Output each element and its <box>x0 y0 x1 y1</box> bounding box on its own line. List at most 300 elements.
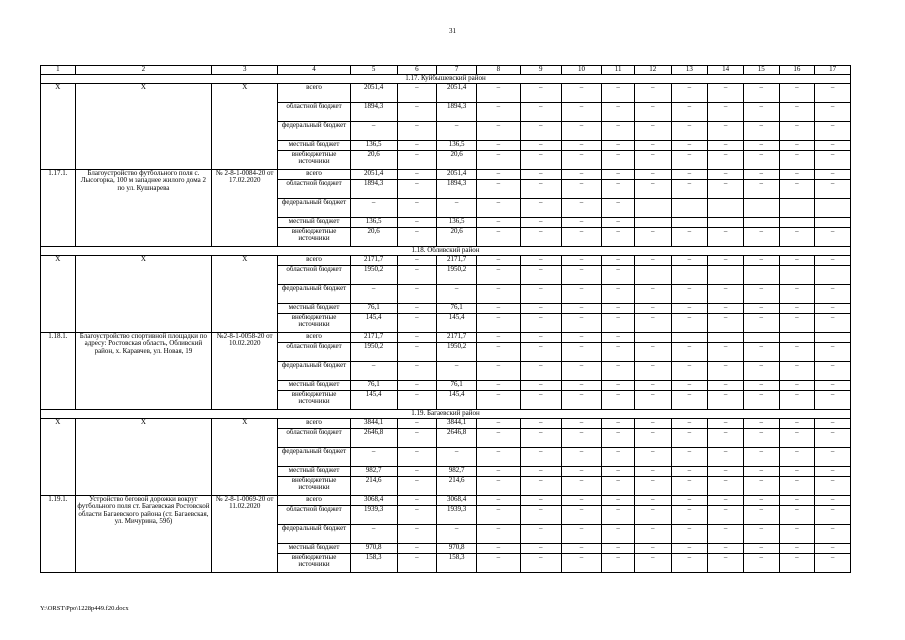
value-col-16: – <box>779 429 815 448</box>
section-title: 1.18. Обливский район <box>41 247 851 256</box>
value-col-7: 136,5 <box>437 218 477 228</box>
value-col-13: – <box>671 525 708 544</box>
value-col-17: – <box>815 506 851 525</box>
value-col-6: – <box>397 544 437 554</box>
value-col-5: 1894,3 <box>350 103 397 122</box>
value-col-5: – <box>350 122 397 141</box>
value-col-15: – <box>743 103 779 122</box>
value-col-10: – <box>561 151 602 170</box>
value-col-16: – <box>779 506 815 525</box>
value-col-12: – <box>634 362 671 381</box>
value-col-17: – <box>815 343 851 362</box>
value-col-14: – <box>708 228 744 247</box>
value-col-17: – <box>815 381 851 391</box>
value-col-13: – <box>671 496 708 506</box>
value-col-12: – <box>634 170 671 180</box>
value-col-16: – <box>779 343 815 362</box>
value-col-17: – <box>815 554 851 573</box>
column-number: 17 <box>815 66 851 75</box>
value-col-10: – <box>561 391 602 410</box>
value-col-10: – <box>561 544 602 554</box>
value-col-6: – <box>397 266 437 285</box>
value-col-10: – <box>561 554 602 573</box>
column-number: 1 <box>41 66 76 75</box>
value-col-6: – <box>397 122 437 141</box>
value-col-15: – <box>743 170 779 180</box>
budget-table <box>40 65 851 573</box>
value-col-12: – <box>634 554 671 573</box>
value-col-8: – <box>477 256 521 266</box>
value-col-13 <box>671 266 708 285</box>
value-col-14: – <box>708 141 744 151</box>
value-col-11: – <box>602 304 635 314</box>
value-col-6: – <box>397 285 437 304</box>
value-col-13: – <box>671 170 708 180</box>
value-col-8: – <box>477 84 521 103</box>
value-col-12: – <box>634 419 671 429</box>
value-col-10: – <box>561 141 602 151</box>
item-number: Х <box>41 84 76 170</box>
value-col-15: – <box>743 554 779 573</box>
value-col-9: – <box>520 84 561 103</box>
value-col-12 <box>634 333 671 343</box>
value-col-15: – <box>743 141 779 151</box>
value-col-11: – <box>602 218 635 228</box>
value-col-11: – <box>602 506 635 525</box>
value-col-16 <box>779 218 815 228</box>
table-row <box>41 84 851 103</box>
column-number: 10 <box>561 66 602 75</box>
value-col-11: – <box>602 170 635 180</box>
funding-source-label: местный бюджет <box>278 381 350 391</box>
value-col-13: – <box>671 122 708 141</box>
column-number: 14 <box>708 66 744 75</box>
column-number: 4 <box>278 66 350 75</box>
funding-source-label: федеральный бюджет <box>278 122 350 141</box>
value-col-13: – <box>671 151 708 170</box>
value-col-10: – <box>561 333 602 343</box>
value-col-10: – <box>561 103 602 122</box>
value-col-13: – <box>671 84 708 103</box>
value-col-17: – <box>815 496 851 506</box>
value-col-15: – <box>743 467 779 477</box>
item-description: Благоустройство спортивной площадки по адресу: Ростовская область, Обливский район, х. Каравчев, ул. Новая, 19 <box>75 333 212 410</box>
value-col-7: 20,6 <box>437 228 477 247</box>
item-description: Благоустройство футбольного поля с. Лысогорка, 100 м западнее жилого дома 2 по ул. Кушнарева <box>75 170 212 247</box>
funding-source-label: областной бюджет <box>278 429 350 448</box>
column-number: 12 <box>634 66 671 75</box>
value-col-9: – <box>520 170 561 180</box>
value-col-14: – <box>708 151 744 170</box>
value-col-13 <box>671 218 708 228</box>
item-agreement: №2-8-1-0058-20 от 10.02.2020 <box>212 333 278 410</box>
funding-source-label: всего <box>278 256 350 266</box>
value-col-7: 1894,3 <box>437 180 477 199</box>
value-col-6: – <box>397 314 437 333</box>
value-col-8: – <box>477 170 521 180</box>
value-col-7: 970,8 <box>437 544 477 554</box>
value-col-16: – <box>779 477 815 496</box>
value-col-17 <box>815 266 851 285</box>
value-col-10: – <box>561 362 602 381</box>
funding-source-label: внебюджетные источники <box>278 151 350 170</box>
value-col-6: – <box>397 218 437 228</box>
value-col-12: – <box>634 343 671 362</box>
value-col-15: – <box>743 304 779 314</box>
value-col-9: – <box>520 333 561 343</box>
value-col-13: – <box>671 314 708 333</box>
value-col-8: – <box>477 304 521 314</box>
column-number: 8 <box>477 66 521 75</box>
value-col-17: – <box>815 419 851 429</box>
funding-source-label: местный бюджет <box>278 218 350 228</box>
value-col-12: – <box>634 84 671 103</box>
value-col-7: 1894,3 <box>437 103 477 122</box>
value-col-5: 3844,1 <box>350 419 397 429</box>
value-col-9: – <box>520 314 561 333</box>
value-col-6: – <box>397 141 437 151</box>
value-col-17: – <box>815 448 851 467</box>
value-col-16: – <box>779 391 815 410</box>
value-col-11: – <box>602 343 635 362</box>
column-number: 11 <box>602 66 635 75</box>
value-col-17: – <box>815 544 851 554</box>
value-col-8: – <box>477 525 521 544</box>
value-col-17: – <box>815 256 851 266</box>
value-col-14: – <box>708 103 744 122</box>
value-col-17: – <box>815 391 851 410</box>
value-col-9: – <box>520 199 561 218</box>
value-col-9: – <box>520 544 561 554</box>
table-row <box>41 496 851 506</box>
value-col-12: – <box>634 448 671 467</box>
funding-source-label: местный бюджет <box>278 141 350 151</box>
value-col-11: – <box>602 544 635 554</box>
value-col-7: 2171,7 <box>437 256 477 266</box>
item-number: Х <box>41 419 76 496</box>
value-col-9: – <box>520 362 561 381</box>
value-col-16: – <box>779 467 815 477</box>
item-agreement: Х <box>212 256 278 333</box>
value-col-17: – <box>815 477 851 496</box>
value-col-11: – <box>602 151 635 170</box>
column-number: 6 <box>397 66 437 75</box>
value-col-5: 214,6 <box>350 477 397 496</box>
funding-source-label: всего <box>278 333 350 343</box>
value-col-7: 1939,3 <box>437 506 477 525</box>
table-row <box>41 256 851 266</box>
value-col-8: – <box>477 122 521 141</box>
value-col-9: – <box>520 448 561 467</box>
value-col-10: – <box>561 496 602 506</box>
value-col-16: – <box>779 151 815 170</box>
value-col-7: – <box>437 122 477 141</box>
value-col-12: – <box>634 391 671 410</box>
value-col-14: – <box>708 391 744 410</box>
value-col-7: 3844,1 <box>437 419 477 429</box>
value-col-5: 145,4 <box>350 314 397 333</box>
section-title: 1.19. Багаевский район <box>41 410 851 419</box>
value-col-12 <box>634 199 671 218</box>
value-col-11: – <box>602 285 635 304</box>
value-col-5: 136,5 <box>350 141 397 151</box>
value-col-17: – <box>815 151 851 170</box>
value-col-7: 214,6 <box>437 477 477 496</box>
value-col-11: – <box>602 496 635 506</box>
value-col-16: – <box>779 228 815 247</box>
value-col-17: – <box>815 525 851 544</box>
section-header-row <box>41 247 851 256</box>
value-col-5: 3068,4 <box>350 496 397 506</box>
funding-source-label: федеральный бюджет <box>278 285 350 304</box>
value-col-9: – <box>520 122 561 141</box>
value-col-9: – <box>520 506 561 525</box>
value-col-15: – <box>743 151 779 170</box>
value-col-14: – <box>708 381 744 391</box>
value-col-7: 982,7 <box>437 467 477 477</box>
value-col-15: – <box>743 429 779 448</box>
value-col-11: – <box>602 391 635 410</box>
value-col-15: – <box>743 285 779 304</box>
value-col-5: – <box>350 199 397 218</box>
value-col-5: 136,5 <box>350 218 397 228</box>
value-col-17: – <box>815 228 851 247</box>
value-col-7: 20,6 <box>437 151 477 170</box>
value-col-12 <box>634 218 671 228</box>
value-col-8: – <box>477 218 521 228</box>
value-col-5: 2646,8 <box>350 429 397 448</box>
value-col-5: 76,1 <box>350 304 397 314</box>
value-col-17: – <box>815 84 851 103</box>
value-col-6: – <box>397 419 437 429</box>
value-col-11: – <box>602 103 635 122</box>
value-col-12: – <box>634 103 671 122</box>
value-col-14: – <box>708 362 744 381</box>
funding-source-label: всего <box>278 170 350 180</box>
value-col-8: – <box>477 467 521 477</box>
value-col-13: – <box>671 141 708 151</box>
value-col-8: – <box>477 554 521 573</box>
item-number: 1.17.1. <box>41 170 76 247</box>
value-col-7: 76,1 <box>437 304 477 314</box>
section-header-row <box>41 75 851 84</box>
value-col-12: – <box>634 304 671 314</box>
value-col-14: – <box>708 343 744 362</box>
value-col-13: – <box>671 429 708 448</box>
table-row <box>41 170 851 180</box>
funding-source-label: областной бюджет <box>278 180 350 199</box>
value-col-10: – <box>561 419 602 429</box>
value-col-16 <box>779 199 815 218</box>
funding-source-label: внебюджетные источники <box>278 228 350 247</box>
value-col-14: – <box>708 506 744 525</box>
value-col-8: – <box>477 477 521 496</box>
value-col-13: – <box>671 285 708 304</box>
value-col-16: – <box>779 122 815 141</box>
value-col-14: – <box>708 525 744 544</box>
value-col-7: – <box>437 362 477 381</box>
value-col-11: – <box>602 333 635 343</box>
value-col-12: – <box>634 180 671 199</box>
value-col-6: – <box>397 103 437 122</box>
value-col-17: – <box>815 103 851 122</box>
value-col-16: – <box>779 448 815 467</box>
value-col-13: – <box>671 256 708 266</box>
value-col-14: – <box>708 122 744 141</box>
value-col-5: 2171,7 <box>350 333 397 343</box>
value-col-14 <box>708 333 744 343</box>
value-col-14: – <box>708 256 744 266</box>
value-col-15: – <box>743 496 779 506</box>
value-col-10: – <box>561 343 602 362</box>
value-col-7: 1950,2 <box>437 343 477 362</box>
item-agreement: № 2-8-1-0069-20 от 11.02.2020 <box>212 496 278 573</box>
value-col-7: 3068,4 <box>437 496 477 506</box>
value-col-10: – <box>561 381 602 391</box>
value-col-7: 145,4 <box>437 314 477 333</box>
value-col-12: – <box>634 122 671 141</box>
value-col-10: – <box>561 304 602 314</box>
value-col-16: – <box>779 103 815 122</box>
table-row <box>41 419 851 429</box>
value-col-8: – <box>477 141 521 151</box>
value-col-12: – <box>634 314 671 333</box>
value-col-17: – <box>815 314 851 333</box>
value-col-13: – <box>671 103 708 122</box>
value-col-5: 20,6 <box>350 151 397 170</box>
value-col-12: – <box>634 429 671 448</box>
value-col-9: – <box>520 343 561 362</box>
value-col-10: – <box>561 467 602 477</box>
value-col-14: – <box>708 544 744 554</box>
value-col-6: – <box>397 391 437 410</box>
value-col-11: – <box>602 199 635 218</box>
value-col-8: – <box>477 496 521 506</box>
value-col-16: – <box>779 84 815 103</box>
value-col-13: – <box>671 448 708 467</box>
value-col-6: – <box>397 228 437 247</box>
value-col-8: – <box>477 199 521 218</box>
value-col-13: – <box>671 554 708 573</box>
value-col-12: – <box>634 381 671 391</box>
value-col-16 <box>779 266 815 285</box>
value-col-17 <box>815 333 851 343</box>
value-col-6: – <box>397 496 437 506</box>
column-number: 2 <box>75 66 212 75</box>
value-col-9: – <box>520 554 561 573</box>
value-col-16: – <box>779 141 815 151</box>
value-col-9: – <box>520 266 561 285</box>
item-number: 1.18.1. <box>41 333 76 410</box>
value-col-11: – <box>602 467 635 477</box>
value-col-6: – <box>397 448 437 467</box>
value-col-16: – <box>779 544 815 554</box>
value-col-5: – <box>350 525 397 544</box>
funding-source-label: всего <box>278 84 350 103</box>
value-col-12: – <box>634 477 671 496</box>
value-col-5: 20,6 <box>350 228 397 247</box>
value-col-13: – <box>671 180 708 199</box>
value-col-9: – <box>520 429 561 448</box>
item-agreement: Х <box>212 84 278 170</box>
item-agreement: № 2-8-1-0084-20 от 17.02.2020 <box>212 170 278 247</box>
value-col-14 <box>708 199 744 218</box>
value-col-9: – <box>520 304 561 314</box>
value-col-15: – <box>743 448 779 467</box>
value-col-8: – <box>477 228 521 247</box>
value-col-7: 2051,4 <box>437 170 477 180</box>
value-col-13: – <box>671 343 708 362</box>
value-col-16: – <box>779 554 815 573</box>
value-col-6: – <box>397 429 437 448</box>
value-col-12: – <box>634 525 671 544</box>
value-col-6: – <box>397 381 437 391</box>
value-col-6: – <box>397 170 437 180</box>
value-col-8: – <box>477 362 521 381</box>
value-col-10: – <box>561 122 602 141</box>
value-col-11: – <box>602 554 635 573</box>
value-col-8: – <box>477 381 521 391</box>
funding-source-label: областной бюджет <box>278 103 350 122</box>
funding-source-label: федеральный бюджет <box>278 448 350 467</box>
value-col-16: – <box>779 496 815 506</box>
value-col-12: – <box>634 256 671 266</box>
item-number: 1.19.1. <box>41 496 76 573</box>
value-col-5: 982,7 <box>350 467 397 477</box>
value-col-16: – <box>779 180 815 199</box>
value-col-8: – <box>477 314 521 333</box>
value-col-14: – <box>708 84 744 103</box>
value-col-5: – <box>350 448 397 467</box>
value-col-14: – <box>708 496 744 506</box>
value-col-7: – <box>437 199 477 218</box>
value-col-10: – <box>561 84 602 103</box>
value-col-16: – <box>779 525 815 544</box>
value-col-16: – <box>779 256 815 266</box>
value-col-13: – <box>671 419 708 429</box>
value-col-7: – <box>437 285 477 304</box>
value-col-6: – <box>397 506 437 525</box>
value-col-17: – <box>815 467 851 477</box>
item-description: Х <box>75 419 212 496</box>
value-col-8: – <box>477 419 521 429</box>
column-number-row <box>41 66 851 75</box>
value-col-11: – <box>602 419 635 429</box>
funding-source-label: местный бюджет <box>278 467 350 477</box>
value-col-15: – <box>743 544 779 554</box>
value-col-17: – <box>815 362 851 381</box>
value-col-12: – <box>634 285 671 304</box>
value-col-5: – <box>350 362 397 381</box>
value-col-6: – <box>397 554 437 573</box>
value-col-16: – <box>779 381 815 391</box>
value-col-15 <box>743 199 779 218</box>
value-col-15: – <box>743 180 779 199</box>
value-col-12: – <box>634 228 671 247</box>
value-col-16: – <box>779 314 815 333</box>
value-col-15: – <box>743 84 779 103</box>
value-col-16 <box>779 333 815 343</box>
value-col-11: – <box>602 84 635 103</box>
value-col-7: 2051,4 <box>437 84 477 103</box>
funding-source-label: внебюджетные источники <box>278 477 350 496</box>
value-col-5: 1939,3 <box>350 506 397 525</box>
value-col-9: – <box>520 381 561 391</box>
value-col-10: – <box>561 180 602 199</box>
value-col-8: – <box>477 343 521 362</box>
value-col-13: – <box>671 362 708 381</box>
value-col-13: – <box>671 391 708 410</box>
